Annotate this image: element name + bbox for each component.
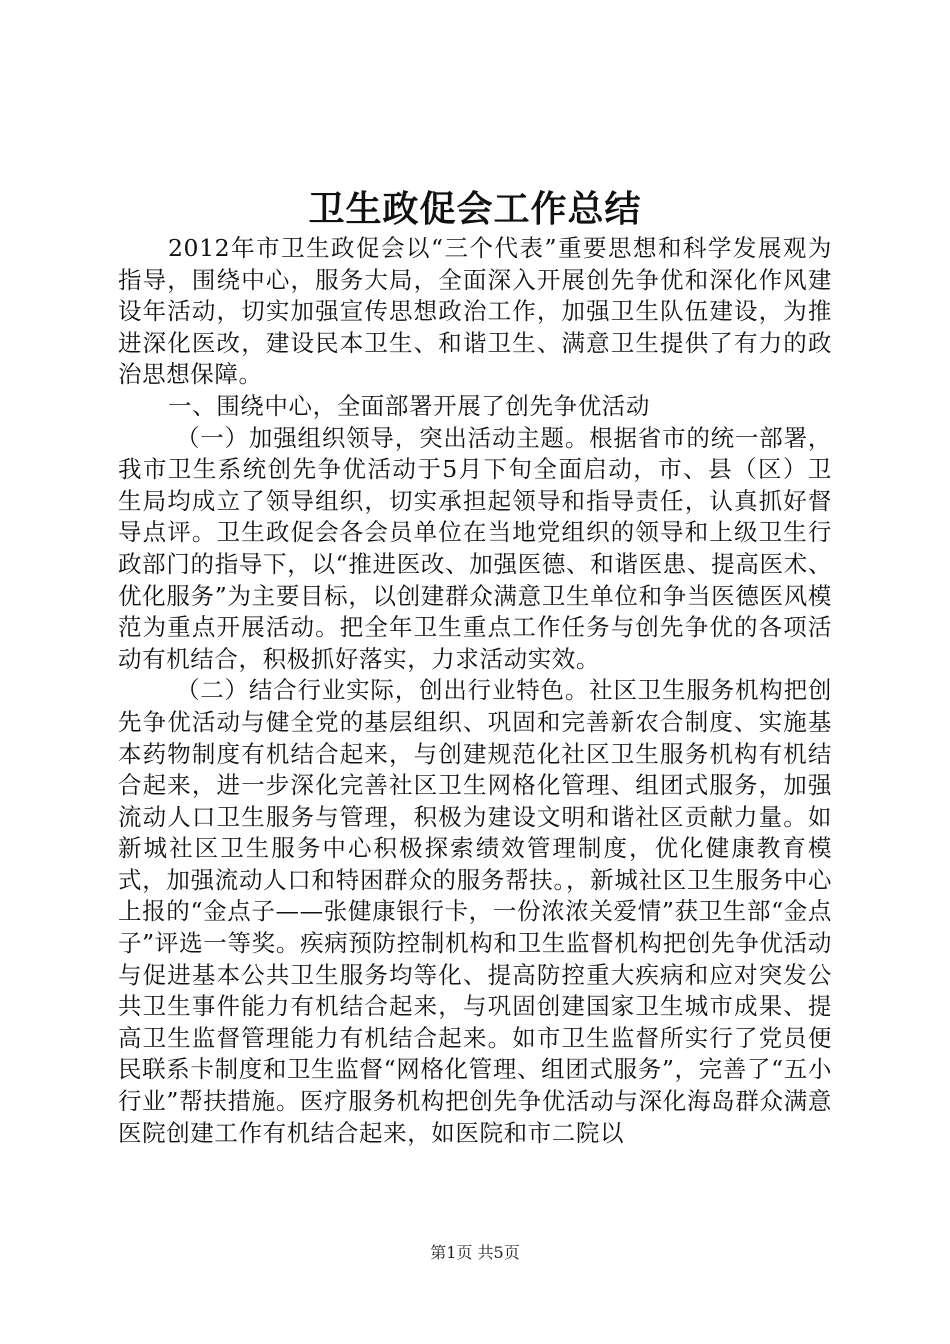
document-title: 卫生政促会工作总结 <box>308 188 642 230</box>
intro-paragraph: 2012年市卫生政促会以“三个代表”重要思想和科学发展观为指导，围绕中心，服务大局，全面深入开展创先争优和深化作风建设年活动，切实加强宣传思想政治工作，加强卫生队伍建设，为推进深化医改，建设民本卫生、和谐卫生、满意卫生提供了有力的政治思想保障。 <box>118 234 832 389</box>
subsection-paragraph-2: （二）结合行业实际，创出行业特色。社区卫生服务机构把创先争优活动与健全党的基层组织、巩固和完善新农合制度、实施基本药物制度有机结合起来，与创建规范化社区卫生服务机构有机结合起来，进一步深化完善社区卫生网格化管理、组团式服务，加强流动人口卫生服务与管理，积极为建设文明和谐社区贡献力量。如新城社区卫生服务中心积极探索绩效管理制度，优化健康教育模式，加强流动人口和特困群众的服务帮扶。，新城社区卫生服务中心上报的“金点子——张健康银行卡，一份浓浓关爱情”获卫生部“金点子”评选一等奖。疾病预防控制机构和卫生监督机构把创先争优活动与促进基本公共卫生服务均等化、提高防控重大疾病和应对突发公共卫生事件能力有机结合起来，与巩固创建国家卫生城市成果、提高卫生监督管理能力有机结合起来。如市卫生监督所实行了党员便民联系卡制度和卫生监督“网格化管理、组团式服务”，完善了“五小行业”帮扶措施。医疗服务机构把创先争优活动与深化海岛群众满意医院创建工作有机结合起来，如医院和市二院以 <box>118 676 832 1147</box>
section-heading-1: 一、围绕中心，全面部署开展了创先争优活动 <box>168 391 650 420</box>
document-body <box>118 233 832 1149</box>
page-number-footer: 第1页 共5页 <box>430 1243 520 1262</box>
subsection-paragraph-1: （一）加强组织领导，突出活动主题。根据省市的统一部署，我市卫生系统创先争优活动于5月下旬全面启动，市、县（区）卫生局均成立了领导组织，切实承担起领导和指导责任，认真抓好督导点评。卫生政促会各会员单位在当地党组织的领导和上级卫生行政部门的指导下，以“推进医改、加强医德、和谐医患、提高医术、优化服务”为主要目标，以创建群众满意卫生单位和争当医德医风模范为重点开展活动。把全年卫生重点工作任务与创先争优的各项活动有机结合，积极抓好落实，力求活动实效。 <box>118 423 832 673</box>
